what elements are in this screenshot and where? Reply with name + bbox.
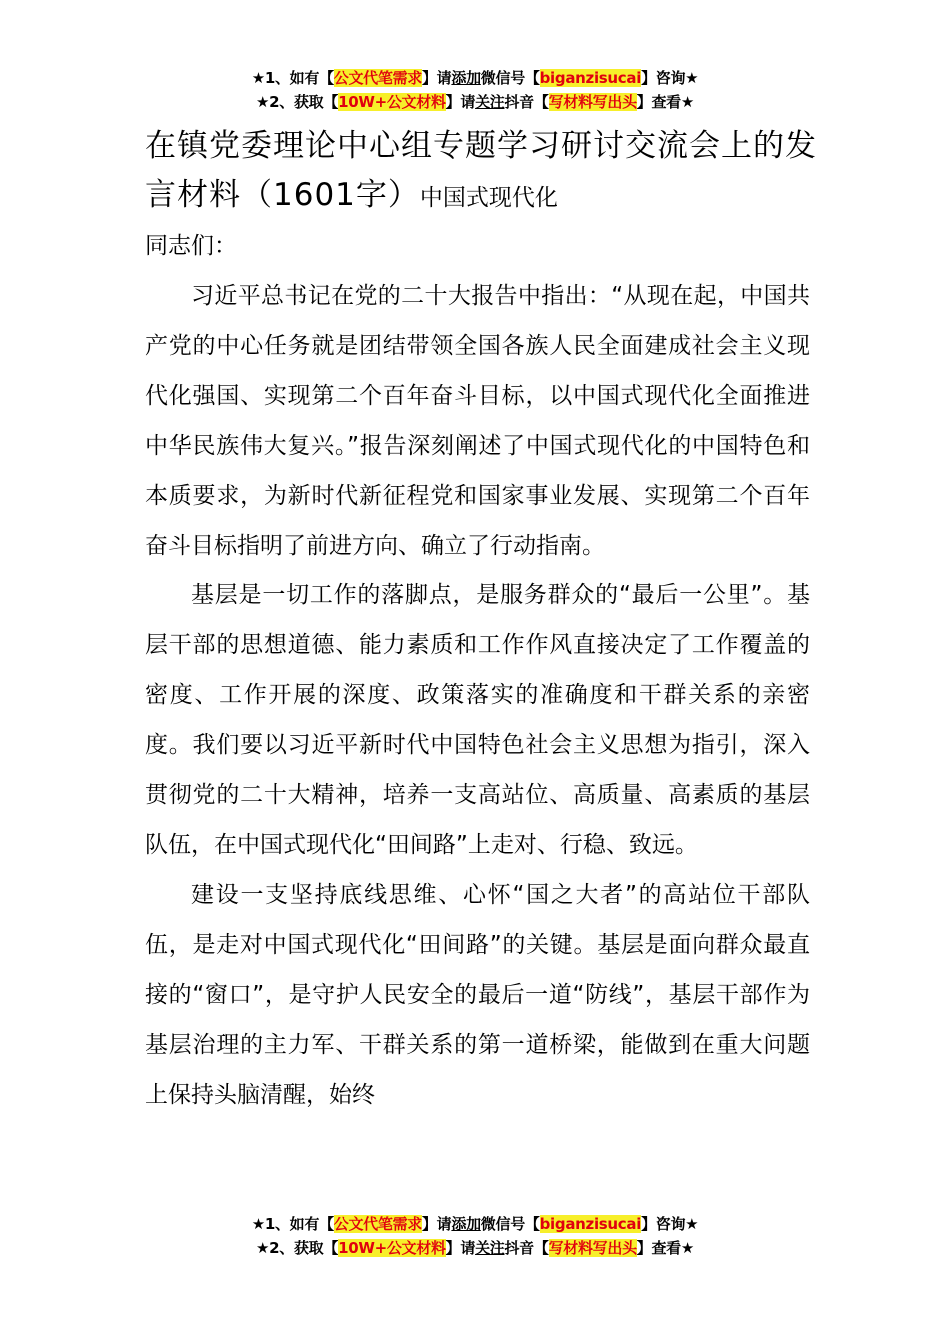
banner-text: ★1、如有【 — [251, 69, 334, 87]
banner-text: 】咨询★ — [641, 1215, 699, 1233]
banner-text: 抖音【 — [504, 93, 549, 111]
banner-highlight: 公文代笔需求 — [333, 1215, 422, 1233]
header-banner — [0, 66, 950, 114]
document-title — [145, 122, 825, 223]
banner-underline: 添加 — [451, 1215, 481, 1233]
footer-banner — [0, 1212, 950, 1260]
banner-text: 】查看★ — [636, 93, 695, 111]
banner-underline: 关注 — [475, 1239, 505, 1257]
paragraph: 基层是一切工作的落脚点，是服务群众的“最后一公里”。基层干部的思想道德、能力素质和工作作风直接决定了工作覆盖的密度、工作开展的深度、政策落实的准确度和干群关系的亲密度。我们要以习近平新时代中国特色社会主义思想为指引，深入贯彻党的二十大精神，培养一支高站位、高质量、高素质的基层队伍，在中国式现代化“田间路”上走对、行稳、致远。 — [145, 582, 810, 858]
banner-text: ★1、如有【 — [251, 1215, 334, 1233]
document-body — [145, 272, 810, 1120]
banner-underline: 添加 — [451, 69, 481, 87]
title-note: 中国式现代化 — [419, 185, 558, 211]
salutation: 同志们： — [145, 233, 237, 259]
banner-text: ★2、获取【 — [255, 93, 339, 111]
banner-text: 】查看★ — [636, 1239, 695, 1257]
banner-wechat-id: biganzisucai — [539, 69, 642, 87]
banner-highlight: 10W+公文材料 — [338, 93, 446, 111]
banner-highlight: 公文代笔需求 — [333, 69, 422, 87]
paragraph: 建设一支坚持底线思维、心怀“国之大者”的高站位干部队伍，是走对中国式现代化“田间路”的关键。基层是面向群众最直接的“窗口”，是守护人民安全的最后一道“防线”，基层干部作为基层治理的主力军、干群关系的第一道桥梁，能做到在重大问题上保持头脑清醒，始终 — [145, 881, 810, 1108]
banner-wechat-id: biganzisucai — [539, 1215, 642, 1233]
banner-line-1 — [0, 66, 950, 90]
banner-text: 】请 — [445, 93, 476, 111]
banner-text: ★2、获取【 — [255, 1239, 339, 1257]
banner-douyin-id: 写材料写出头 — [548, 1239, 637, 1257]
banner-text: 微信号【 — [480, 1215, 540, 1233]
banner-underline: 关注 — [475, 93, 505, 111]
banner-text: 】请 — [421, 1215, 452, 1233]
banner-highlight: 10W+公文材料 — [338, 1239, 446, 1257]
banner-text: 微信号【 — [480, 69, 540, 87]
title-text: 在镇党委理论中心组专题学习研讨交流会上的发言材料（1601字） — [145, 128, 817, 213]
banner-text: 抖音【 — [504, 1239, 549, 1257]
banner-douyin-id: 写材料写出头 — [548, 93, 637, 111]
banner-text: 】请 — [445, 1239, 476, 1257]
banner-text: 】咨询★ — [641, 69, 699, 87]
banner-line-2 — [0, 1236, 950, 1260]
paragraph: 习近平总书记在党的二十大报告中指出：“从现在起，中国共产党的中心任务就是团结带领全国各族人民全面建成社会主义现代化强国、实现第二个百年奋斗目标，以中国式现代化全面推进中华民族伟大复兴。”报告深刻阐述了中国式现代化的中国特色和本质要求，为新时代新征程党和国家事业发展、实现第二个百年奋斗目标指明了前进方向、确立了行动指南。 — [145, 283, 810, 559]
banner-line-1 — [0, 1212, 950, 1236]
banner-text: 】请 — [421, 69, 452, 87]
banner-line-2 — [0, 90, 950, 114]
